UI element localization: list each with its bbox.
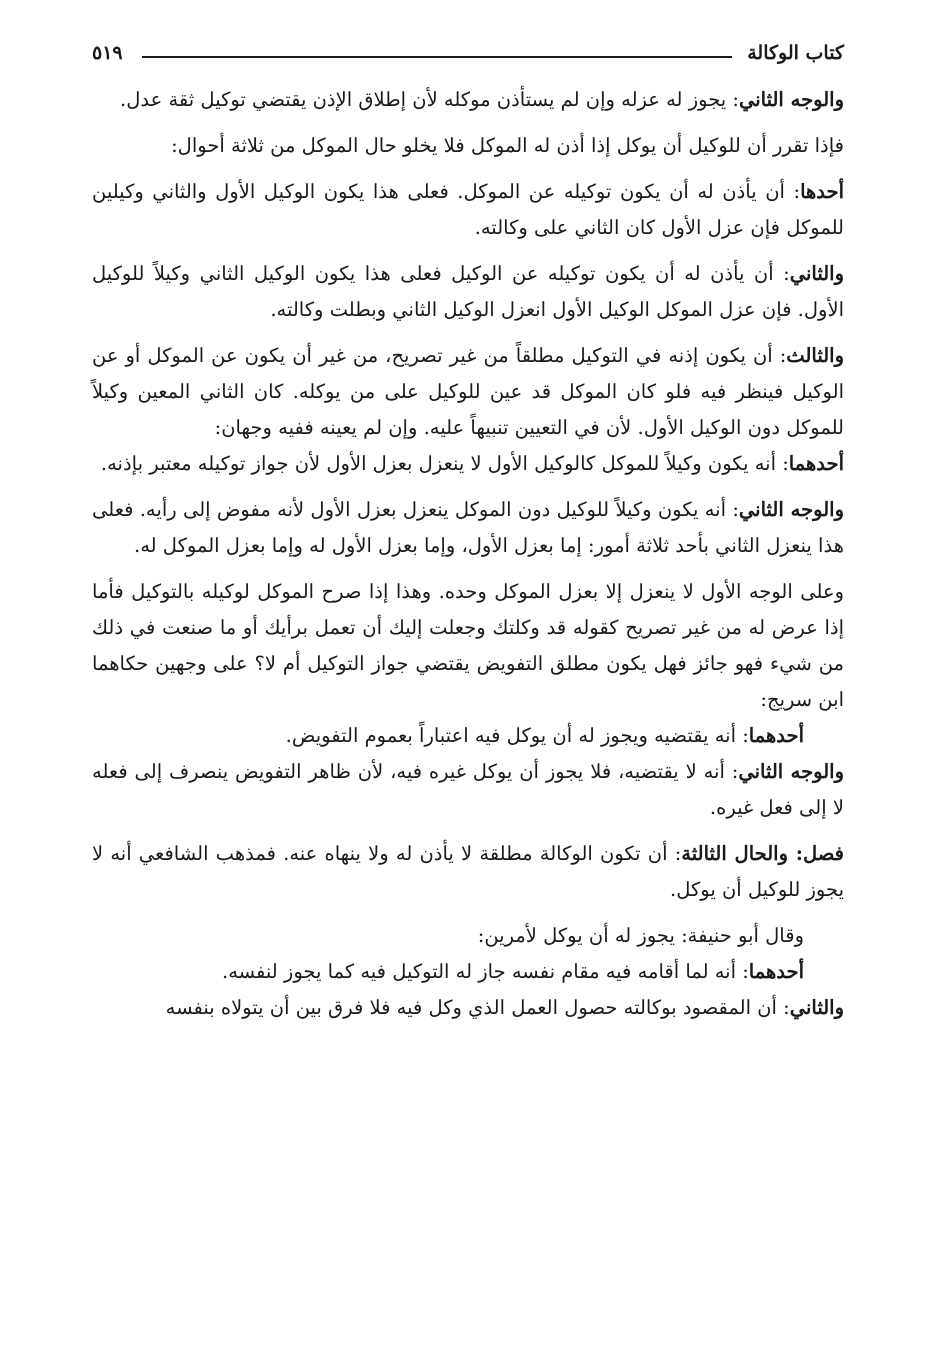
paragraph-text: : أن تكون الوكالة مطلقة لا يأذن له ولا ينهاه عنه. فمذهب الشافعي أنه لا يجوز للوكيل أن يوكل. <box>92 842 844 901</box>
paragraph-text: : أن المقصود بوكالته حصول العمل الذي وكل فيه فلا فرق بين أن يتولاه بنفسه <box>165 996 790 1019</box>
paragraph-text: : أن يأذن له أن يكون توكيله عن الوكيل فعلى هذا يكون الوكيل الثاني وكيلاً للوكيل الأول. فإن عزل الموكل الوكيل الأول انعزل الوكيل الثاني وبطلت وكالته. <box>92 262 844 321</box>
page-number: ٥١٩ <box>92 42 123 64</box>
page <box>92 36 844 1328</box>
paragraph <box>92 918 844 954</box>
paragraph-lead: والثالث <box>786 344 844 367</box>
paragraph <box>92 446 844 482</box>
paragraph-text: : أنه يكون وكيلاً للموكل كالوكيل الأول لا ينعزل بعزل الأول لأن جواز توكيله معتبر بإذنه. <box>100 452 789 475</box>
paragraph <box>92 82 844 118</box>
paragraph-text: : أنه يكون وكيلاً للوكيل دون الموكل ينعزل بعزل الأول لأنه مفوض إلى رأيه. فعلى هذا ينعزل الثاني بأحد ثلاثة أمور: إما بعزل الأول، وإما بعزل الأول له وإما بعزل الموكل له. <box>92 498 844 557</box>
paragraph <box>92 990 844 1026</box>
paragraph-lead: أحدهما <box>788 452 844 475</box>
paragraph <box>92 128 844 164</box>
paragraph-text: : أنه لا يقتضيه، فلا يجوز أن يوكل غيره فيه، لأن ظاهر التفويض ينصرف إلى فعله لا إلى فعل غيره. <box>92 760 844 819</box>
paragraph-lead: أحدهما <box>748 724 804 747</box>
paragraph-text: وعلى الوجه الأول لا ينعزل إلا بعزل الموكل وحده. وهذا إذا صرح الموكل لوكيله بالتوكيل فأما إذا عرض له من غير تصريح كقوله قد وكلتك وجعلت إليك أن تعمل برأيك أو ما صنعت في ذلك من شيء فهو جائز فهل يكون مطلق التفويض يقتضي جواز التوكيل أم لا؟ على وجهين حكاهما ابن سريج: <box>92 580 844 711</box>
paragraph <box>92 256 844 328</box>
paragraph-lead: والثاني <box>789 262 844 285</box>
paragraph <box>92 836 844 908</box>
paragraph-lead: أحدها <box>800 180 844 203</box>
body-text <box>92 82 844 1026</box>
paragraph-text: : أنه لما أقامه فيه مقام نفسه جاز له التوكيل فيه كما يجوز لنفسه. <box>222 960 749 983</box>
paragraph-lead: والوجه الثاني <box>738 88 844 111</box>
paragraph-text: : أنه يقتضيه ويجوز له أن يوكل فيه اعتباراً بعموم التفويض. <box>285 724 749 747</box>
paragraph-lead: فصل: والحال الثالثة <box>681 842 844 865</box>
running-title: كتاب الوكالة <box>747 42 844 64</box>
paragraph <box>92 174 844 246</box>
paragraph <box>92 954 844 990</box>
paragraph <box>92 574 844 718</box>
paragraph-text: : أن يأذن له أن يكون توكيله عن الموكل. فعلى هذا يكون الوكيل الأول والثاني وكيلين للموكل فإن عزل الأول كان الثاني على وكالته. <box>92 180 844 239</box>
paragraph <box>92 718 844 754</box>
paragraph-lead: أحدهما <box>748 960 804 983</box>
paragraph-lead: والوجه الثاني <box>738 760 845 783</box>
paragraph <box>92 492 844 564</box>
paragraph <box>92 338 844 446</box>
paragraph-text: فإذا تقرر أن للوكيل أن يوكل إذا أذن له الموكل فلا يخلو حال الموكل من ثلاثة أحوال: <box>171 134 844 157</box>
page-header <box>92 36 844 76</box>
paragraph <box>92 754 844 826</box>
header-rule <box>142 56 732 58</box>
paragraph-lead: والوجه الثاني <box>738 498 845 521</box>
paragraph-lead: والثاني <box>789 996 844 1019</box>
paragraph-text: وقال أبو حنيفة: يجوز له أن يوكل لأمرين: <box>477 924 804 947</box>
paragraph-text: : أن يكون إذنه في التوكيل مطلقاً من غير تصريح، من غير أن يكون عن الموكل أو عن الوكيل فينظر فيه فلو كان الموكل قد عين للوكيل على من يوكله. كان الثاني المعين وكيلاً للموكل دون الوكيل الأول. لأن في التعيين تنبيهاً عليه. وإن لم يعينه ففيه وجهان: <box>92 344 844 439</box>
paragraph-text: : يجوز له عزله وإن لم يستأذن موكله لأن إطلاق الإذن يقتضي توكيل ثقة عدل. <box>120 88 739 111</box>
